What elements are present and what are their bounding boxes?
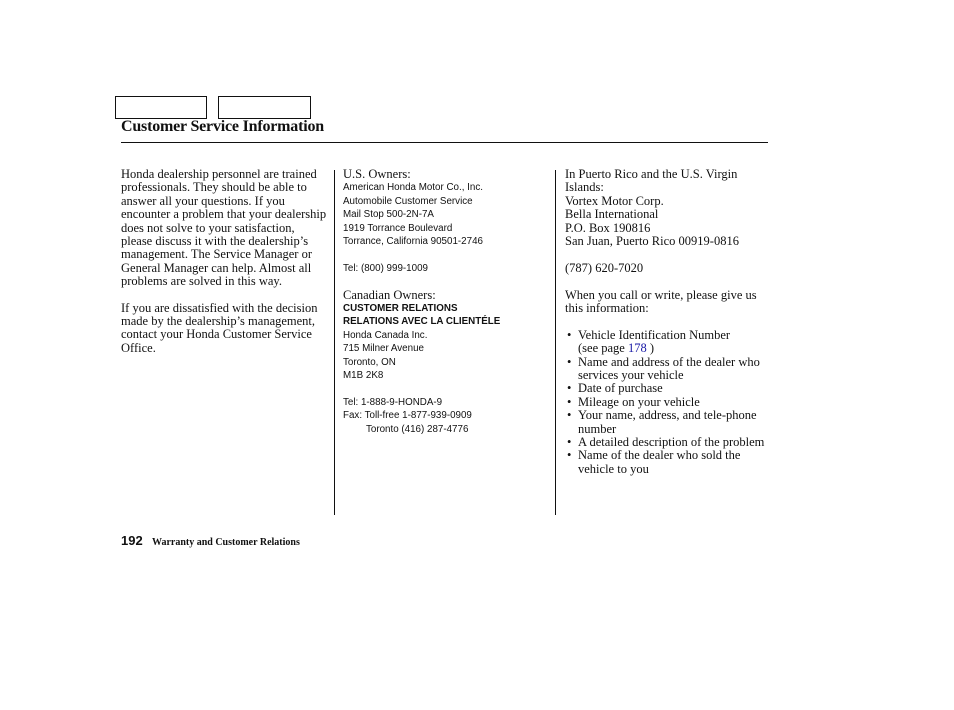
pr-phone: (787) 620-7020 <box>565 260 644 275</box>
intro-paragraph-2: If you are dissatisfied with the decision made by the dealership’s management, contact your Honda Customer Service Office. <box>121 300 318 355</box>
info-intro: When you call or write, please give us this information: <box>565 287 757 316</box>
nav-tab-box-1[interactable] <box>115 96 207 119</box>
nav-tab-box-2[interactable] <box>218 96 311 119</box>
canada-dept-line: CUSTOMER RELATIONS <box>343 303 458 315</box>
section-name: Warranty and Customer Relations <box>152 537 300 548</box>
pr-address-line: Vortex Motor Corp. <box>565 193 664 208</box>
pr-address-line: San Juan, Puerto Rico 00919-0816 <box>565 234 739 249</box>
us-address-line: Torrance, California 90501-2746 <box>343 236 483 248</box>
intro-column <box>121 168 327 368</box>
info-list <box>565 329 765 476</box>
list-item <box>566 329 765 356</box>
canada-toronto-phone: Toronto (416) 287-4776 <box>366 423 469 435</box>
contacts-column <box>343 168 548 436</box>
list-item: • Date of purchase <box>566 382 765 395</box>
list-item: • Name and address of the dealer who services your vehicle <box>566 356 765 383</box>
us-owners-heading: U.S. Owners: <box>343 167 411 181</box>
list-item: • Mileage on your vehicle <box>566 396 765 409</box>
vin-page-suffix: ) <box>646 341 655 356</box>
us-address-line: Mail Stop 500-2N-7A <box>343 209 434 221</box>
page-178-link[interactable]: 178 <box>627 341 647 356</box>
us-address-line: American Honda Motor Co., Inc. <box>343 182 483 194</box>
list-item: • Name of the dealer who sold the vehicle to you <box>566 449 765 476</box>
canada-phone: Tel: 1-888-9-HONDA-9 <box>343 396 443 408</box>
vin-label: Vehicle Identification Number <box>578 327 731 342</box>
page-number: 192 <box>121 533 143 548</box>
canada-fax: Fax: Toll-free 1-877-939-0909 <box>343 410 472 422</box>
us-address-line: 1919 Torrance Boulevard <box>343 222 453 234</box>
canadian-owners-heading: Canadian Owners: <box>343 287 436 302</box>
list-item: • A detailed description of the problem <box>566 436 765 449</box>
puerto-rico-column <box>565 168 765 476</box>
page-title: Customer Service Information <box>121 118 324 135</box>
canada-address-line: Toronto, ON <box>343 356 396 368</box>
vin-page-prefix: (see page <box>578 341 628 356</box>
canada-address-line: 715 Milner Avenue <box>343 343 424 355</box>
pr-address-line: P.O. Box 190816 <box>565 220 651 235</box>
list-item: • Your name, address, and tele-phone number <box>566 409 765 436</box>
us-phone: Tel: (800) 999-1009 <box>343 262 428 274</box>
pr-heading: In Puerto Rico and the U.S. Virgin Islands: <box>565 167 738 195</box>
pr-address-line: Bella International <box>565 207 659 222</box>
canada-address-line: Honda Canada Inc. <box>343 329 428 341</box>
canada-dept-line: RELATIONS AVEC LA CLIENTÉLE <box>343 316 501 328</box>
column-divider-1 <box>334 170 335 515</box>
intro-paragraph-1: Honda dealership personnel are trained professionals. They should be able to answer all your questions. If you encounter a problem that your dealership does not solve to your satisfaction, please discuss it with the dealership’s management. The Service Manager or General Manager can help. Almost all problems are solved in this way. <box>121 167 327 289</box>
canada-address-line: M1B 2K8 <box>343 370 384 382</box>
us-address-line: Automobile Customer Service <box>343 195 473 207</box>
column-divider-2 <box>555 170 556 515</box>
title-divider <box>121 142 768 143</box>
